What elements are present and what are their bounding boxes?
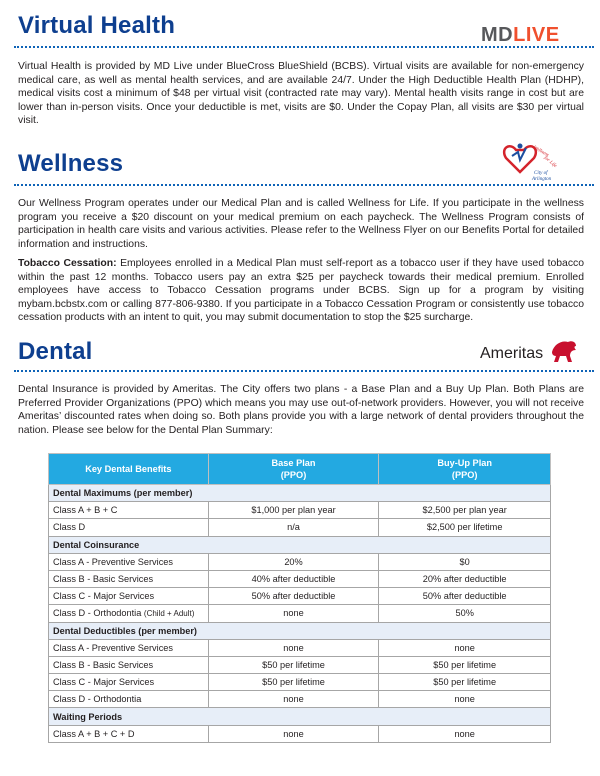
table-row bbox=[49, 725, 551, 742]
benefit-note: (Child + Adult) bbox=[143, 608, 195, 618]
table-row bbox=[49, 656, 551, 673]
virtual-health-title: Virtual Health bbox=[18, 12, 176, 39]
category-label: Dental Maximums (per member) bbox=[49, 485, 551, 502]
benefit-label: Class A - Preventive Services bbox=[49, 639, 209, 656]
svg-text:for Life: for Life bbox=[542, 155, 558, 170]
benefit-label: Class D - Orthodontia bbox=[49, 691, 209, 708]
header-base-plan: Base Plan (PPO) bbox=[208, 454, 379, 485]
table-category-row bbox=[49, 708, 551, 725]
wellness-for-life-logo bbox=[500, 138, 560, 184]
category-label: Dental Coinsurance bbox=[49, 536, 551, 553]
base-plan-value: $50 per lifetime bbox=[208, 674, 379, 691]
header-buy-up-plan: Buy-Up Plan (PPO) bbox=[379, 454, 551, 485]
mdlive-logo: MDLIVE bbox=[481, 24, 560, 46]
base-plan-value: none bbox=[208, 605, 379, 622]
table-row bbox=[49, 519, 551, 536]
section-divider bbox=[14, 184, 594, 186]
buy-up-plan-value: $50 per lifetime bbox=[379, 674, 551, 691]
table-row bbox=[49, 502, 551, 519]
buy-up-plan-value: none bbox=[379, 725, 551, 742]
buy-up-plan-value: $2,500 per plan year bbox=[379, 502, 551, 519]
benefit-label: Class C - Major Services bbox=[49, 588, 209, 605]
wellness-body: Our Wellness Program operates under our Medical Plan and is called Wellness for Life. If you participate in the wellness program you receive a $20 discount on your medical premium on each paycheck. The Wellness Program consists of participation in health care visits and various activities. Please refer to the Wellness Flyer on our Benefits Portal for detailed information and instructions. bbox=[18, 198, 584, 250]
buy-up-plan-value: $50 per lifetime bbox=[379, 656, 551, 673]
table-row bbox=[49, 588, 551, 605]
dental-title: Dental bbox=[18, 338, 93, 365]
table-row bbox=[49, 674, 551, 691]
table-row bbox=[49, 691, 551, 708]
buy-up-plan-value: $2,500 per lifetime bbox=[379, 519, 551, 536]
buy-up-plan-value: 50% bbox=[379, 605, 551, 622]
base-plan-value: 20% bbox=[208, 553, 379, 570]
table-category-row bbox=[49, 622, 551, 639]
section-divider bbox=[14, 370, 594, 372]
buy-up-plan-value: 50% after deductible bbox=[379, 588, 551, 605]
benefit-label: Class B - Basic Services bbox=[49, 570, 209, 587]
base-plan-value: 40% after deductible bbox=[208, 570, 379, 587]
header-key-benefits: Key Dental Benefits bbox=[49, 454, 209, 485]
base-plan-value: $50 per lifetime bbox=[208, 656, 379, 673]
table-row bbox=[49, 570, 551, 587]
category-label: Dental Deductibles (per member) bbox=[49, 622, 551, 639]
ameritas-logo: Ameritas bbox=[480, 345, 544, 362]
virtual-health-body: Virtual Health is provided by MD Live under BlueCross BlueShield (BCBS). Virtual visits are available for non-emergency medical care, as well as mental health services, and are available 24/7. Under the High Deductible Health Plan (HDHP), medical visits cost a minimum of $48 per virtual visit (contracted rate may vary). Mental health visits range in cost but are lower than in-person visits. Once your deductible is met, visits are $0. Under the Copay Plan, all visits are $30 per virtual visit. bbox=[18, 61, 584, 127]
table-category-row bbox=[49, 485, 551, 502]
svg-text:Arlington: Arlington bbox=[532, 177, 552, 182]
table-row bbox=[49, 639, 551, 656]
base-plan-value: 50% after deductible bbox=[208, 588, 379, 605]
svg-text:City of: City of bbox=[534, 171, 548, 176]
tobacco-cessation-body: Employees enrolled in a Medical Plan must self-report as a tobacco user if they have used tobacco within the past 12 months. Tobacco users pay an extra $25 per paycheck towards their medical premium. Enrolled employees have access to Tobacco Cessation programs under BCBS. Sign up for a program by visiting mybam.bcbstx.com or calling 877-806-9380. If you participate in a Tobacco Cessation Program or consistently use tobacco cessation products with an intent to quit, you may submit documentation to stop the $25 surcharge. bbox=[18, 258, 584, 324]
tobacco-cessation-paragraph bbox=[18, 257, 584, 325]
base-plan-value: none bbox=[208, 725, 379, 742]
dental-body: Dental Insurance is provided by Ameritas. The City offers two plans - a Base Plan and a Buy Up Plan. Both Plans are Preferred Provider Organizations (PPO) which means you may use out-of-network providers. However, you will not receive Ameritas’ discounted rates when doing so. Both plans provide you with a large network of dental providers throughout the nation. Please see below for the Dental Plan Summary: bbox=[18, 384, 584, 436]
base-plan-value: none bbox=[208, 691, 379, 708]
benefit-label: Class D - Orthodontia (Child + Adult) bbox=[49, 605, 209, 622]
benefit-label: Class A + B + C bbox=[49, 502, 209, 519]
table-row bbox=[49, 553, 551, 570]
benefit-label: Class D bbox=[49, 519, 209, 536]
table-category-row bbox=[49, 536, 551, 553]
wellness-title: Wellness bbox=[18, 150, 124, 177]
benefit-label: Class B - Basic Services bbox=[49, 656, 209, 673]
dental-plan-table bbox=[48, 453, 551, 743]
tobacco-cessation-label: Tobacco Cessation: bbox=[18, 258, 117, 269]
benefit-label: Class A - Preventive Services bbox=[49, 553, 209, 570]
buy-up-plan-value: 20% after deductible bbox=[379, 570, 551, 587]
table-row bbox=[49, 605, 551, 622]
category-label: Waiting Periods bbox=[49, 708, 551, 725]
buy-up-plan-value: $0 bbox=[379, 553, 551, 570]
buy-up-plan-value: none bbox=[379, 639, 551, 656]
lion-icon bbox=[550, 338, 578, 364]
svg-text:Wellness: Wellness bbox=[532, 145, 550, 159]
table-header-row bbox=[49, 454, 551, 485]
base-plan-value: $1,000 per plan year bbox=[208, 502, 379, 519]
section-divider bbox=[14, 46, 594, 48]
base-plan-value: n/a bbox=[208, 519, 379, 536]
benefit-label: Class C - Major Services bbox=[49, 674, 209, 691]
buy-up-plan-value: none bbox=[379, 691, 551, 708]
base-plan-value: none bbox=[208, 639, 379, 656]
benefit-label: Class A + B + C + D bbox=[49, 725, 209, 742]
